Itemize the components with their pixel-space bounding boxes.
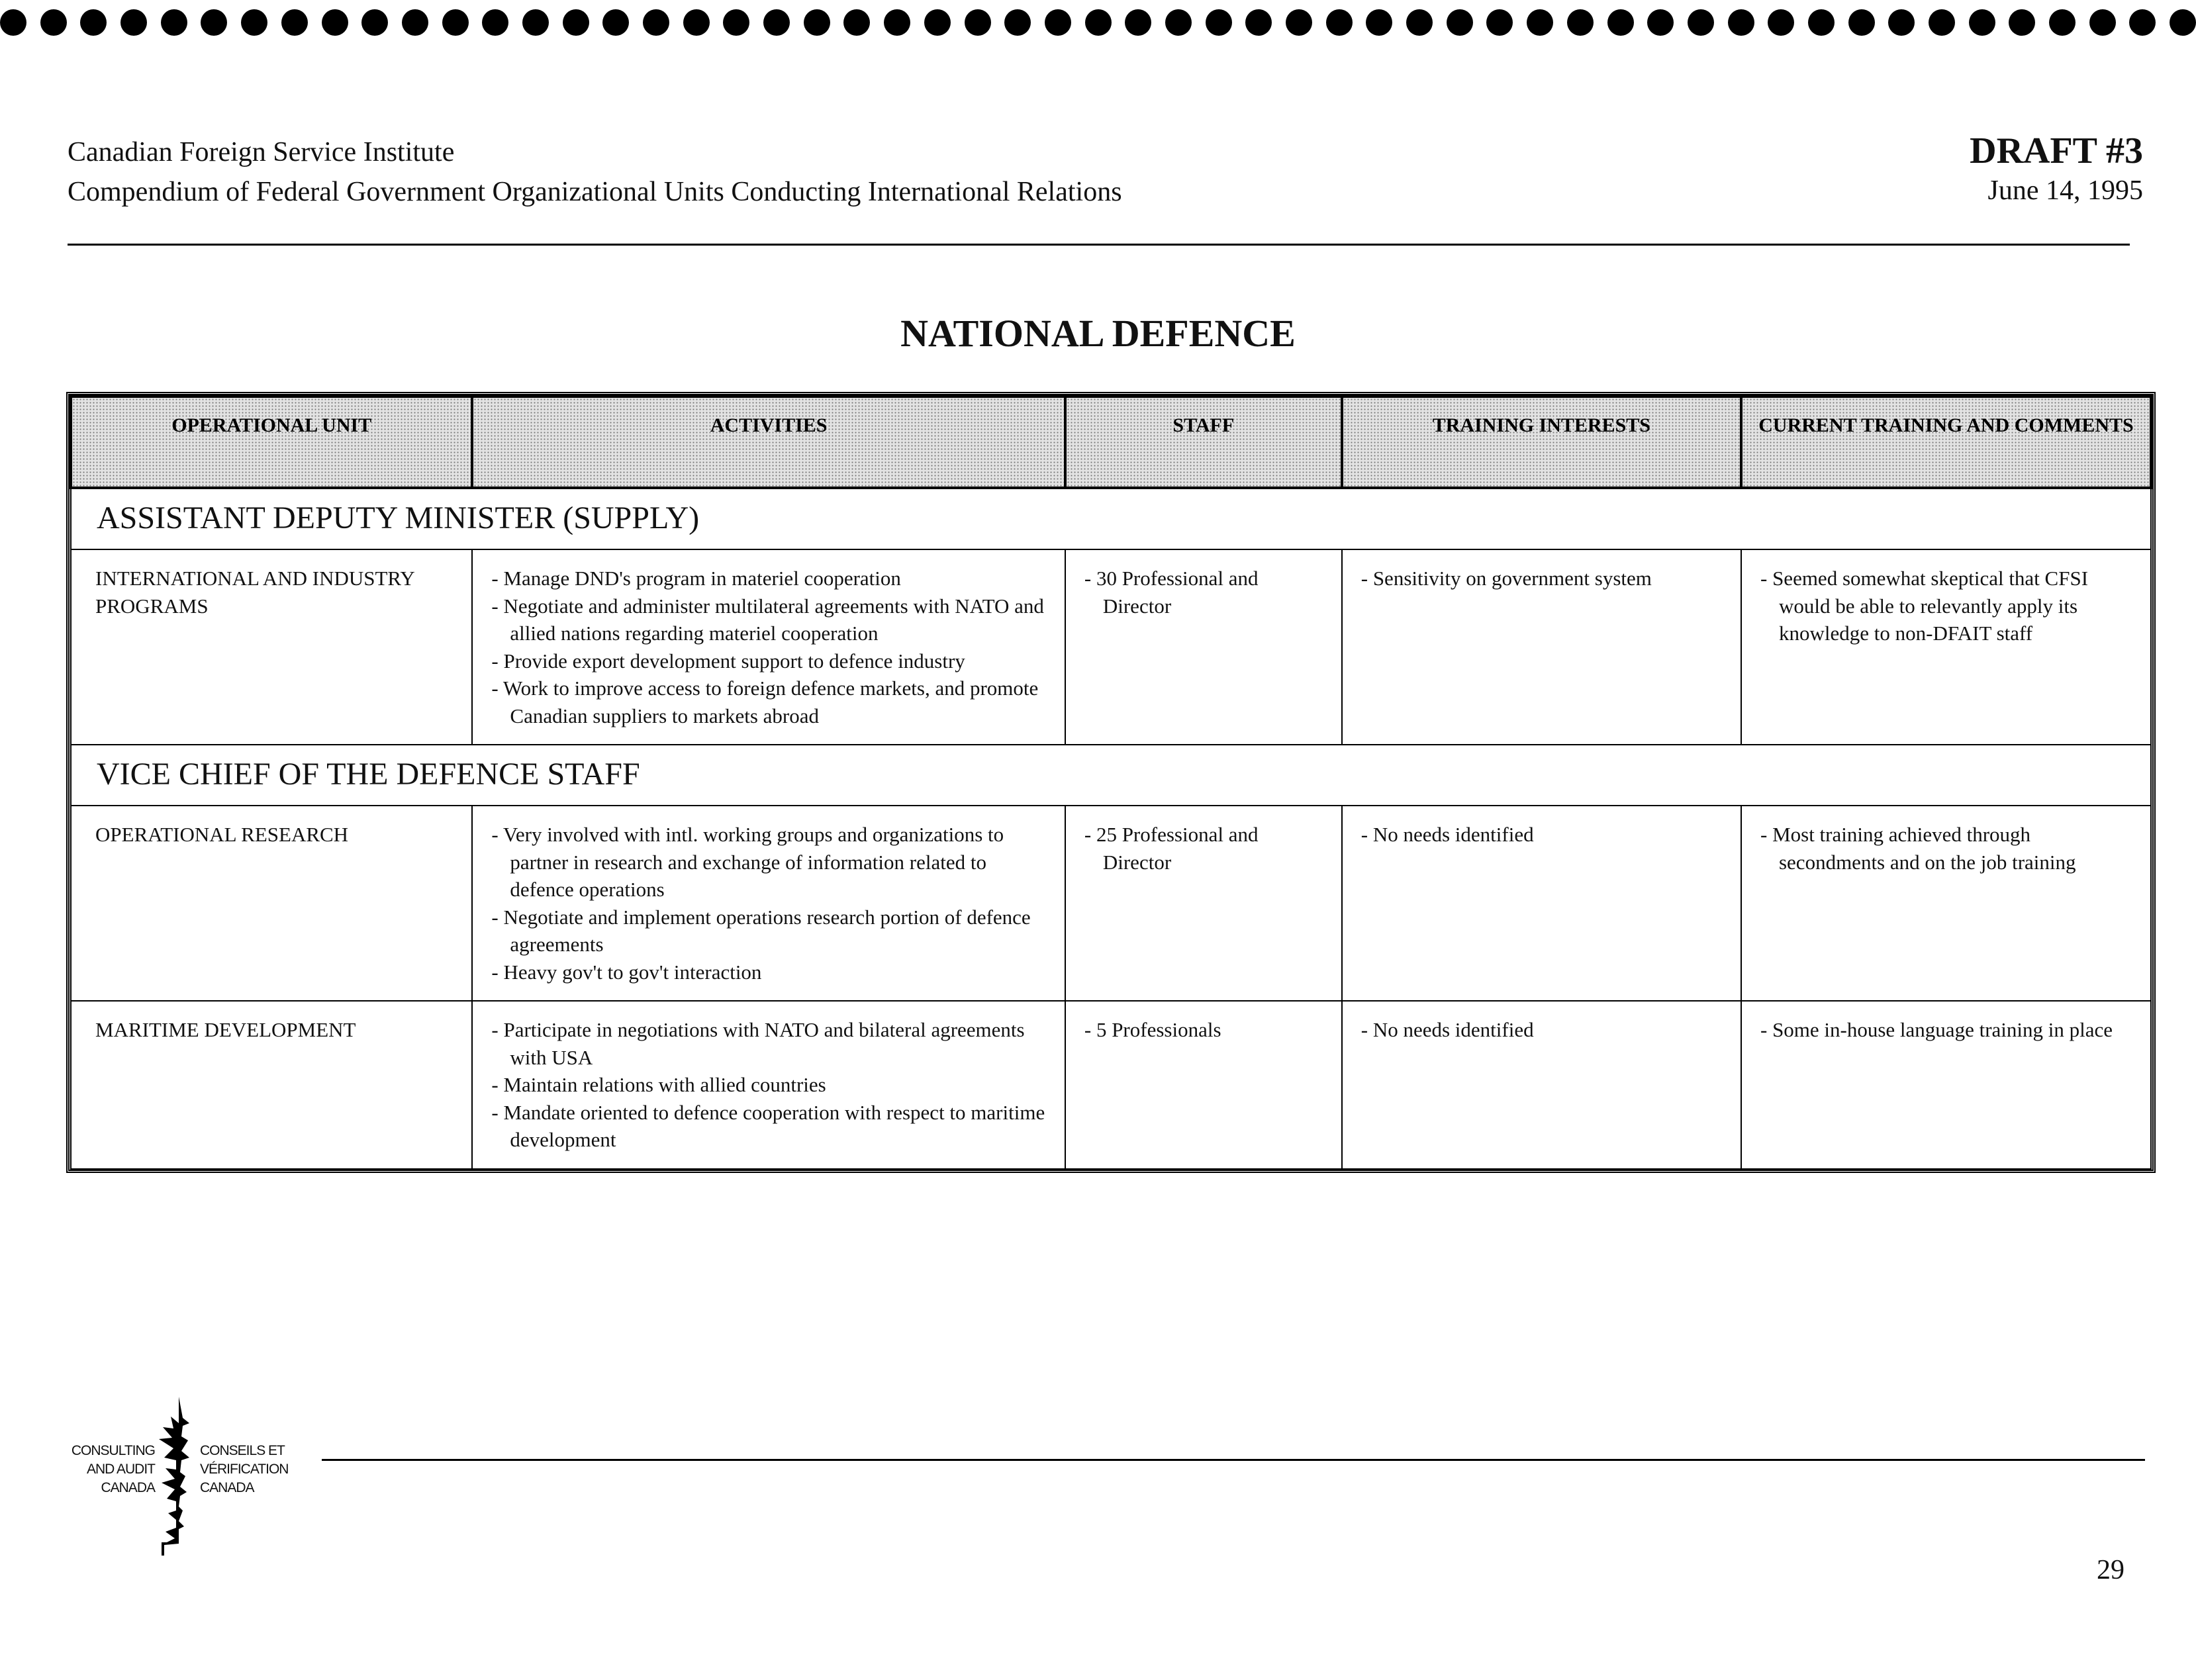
border-dot	[1366, 9, 1392, 36]
document-header	[68, 132, 1122, 212]
border-dot	[0, 9, 26, 36]
page-number: 29	[2097, 1555, 2124, 1585]
logo-line: CANADA	[200, 1480, 254, 1495]
comments-text: - Most training achieved through secondments and on the job training	[1760, 821, 2132, 876]
comments-text: - Some in-house language training in place	[1760, 1016, 2132, 1044]
logo-line: VÉRIFICATION	[200, 1462, 289, 1477]
border-dot	[40, 9, 67, 36]
border-dot	[161, 9, 187, 36]
border-dot	[2049, 9, 2076, 36]
section-heading-row	[71, 488, 2151, 549]
training-interests-text: - Sensitivity on government system	[1361, 565, 1722, 592]
draft-date: June 14, 1995	[1987, 175, 2143, 206]
staff-cell	[1065, 806, 1342, 1001]
border-dot	[843, 9, 870, 36]
border-dot	[1929, 9, 1955, 36]
staff-text: - 30 Professional and Director	[1084, 565, 1323, 620]
column-header-staff: STAFF	[1065, 397, 1342, 488]
border-dot	[602, 9, 629, 36]
border-dot	[2009, 9, 2035, 36]
border-dot	[1486, 9, 1513, 36]
comments-cell	[1741, 806, 2151, 1001]
document-subtitle: Compendium of Federal Government Organizational Units Conducting International Relations	[68, 177, 1122, 207]
border-dot	[1165, 9, 1192, 36]
border-dot	[442, 9, 469, 36]
activity-item: - Mandate oriented to defence cooperation with respect to maritime development	[491, 1099, 1045, 1154]
table-row	[71, 1001, 2151, 1169]
border-dot	[1567, 9, 1594, 36]
activity-item: - Work to improve access to foreign defence markets, and promote Canadian suppliers to markets abroad	[491, 675, 1045, 729]
border-dot	[804, 9, 830, 36]
header-rule	[68, 244, 2130, 246]
border-dot	[683, 9, 710, 36]
section-heading-row	[71, 745, 2151, 806]
border-dot	[1848, 9, 1875, 36]
activity-item: - Negotiate and implement operations research portion of defence agreements	[491, 904, 1045, 958]
activity-item: - Negotiate and administer multilateral agreements with NATO and allied nations regarding materiel cooperation	[491, 592, 1045, 647]
footer-rule	[322, 1459, 2145, 1461]
staff-cell	[1065, 549, 1342, 745]
border-dot	[322, 9, 348, 36]
column-header-training-interests: TRAINING INTERESTS	[1342, 397, 1741, 488]
consulting-audit-canada-logo	[71, 1397, 289, 1569]
border-dot	[1768, 9, 1794, 36]
border-dot	[1688, 9, 1714, 36]
dot-border	[0, 9, 2196, 46]
logo-line: AND AUDIT	[86, 1462, 155, 1477]
border-dot	[120, 9, 147, 36]
activity-item: - Provide export development support to defence industry	[491, 647, 1045, 675]
activities-cell	[472, 549, 1065, 745]
activity-item: - Participate in negotiations with NATO and bilateral agreements with USA	[491, 1016, 1045, 1071]
activity-item: - Manage DND's program in materiel cooperation	[491, 565, 1045, 592]
border-dot	[1245, 9, 1272, 36]
border-dot	[1085, 9, 1112, 36]
border-dot	[281, 9, 308, 36]
activities-cell	[472, 1001, 1065, 1169]
border-dot	[1045, 9, 1071, 36]
border-dot	[1406, 9, 1433, 36]
logo-line: CANADA	[101, 1480, 155, 1495]
comments-text: - Seemed somewhat skeptical that CFSI would be able to relevantly apply its knowledge to non-DFAIT staff	[1760, 565, 2132, 647]
border-dot	[2129, 9, 2156, 36]
draft-info	[1970, 130, 2143, 209]
unit-cell: MARITIME DEVELOPMENT	[71, 1001, 472, 1169]
border-dot	[1004, 9, 1031, 36]
column-header-unit: OPERATIONAL UNIT	[71, 397, 472, 488]
training-interests-text: - No needs identified	[1361, 1016, 1722, 1044]
border-dot	[1888, 9, 1915, 36]
section-heading: ASSISTANT DEPUTY MINISTER (SUPPLY)	[71, 488, 2151, 549]
comments-cell	[1741, 1001, 2151, 1169]
border-dot	[643, 9, 669, 36]
training-interests-cell	[1342, 1001, 1741, 1169]
border-dot	[884, 9, 910, 36]
table-header-row	[71, 397, 2151, 488]
border-dot	[723, 9, 749, 36]
border-dot	[2089, 9, 2116, 36]
border-dot	[361, 9, 388, 36]
section-heading: VICE CHIEF OF THE DEFENCE STAFF	[71, 745, 2151, 806]
border-dot	[763, 9, 790, 36]
activities-cell	[472, 806, 1065, 1001]
institute-name: Canadian Foreign Service Institute	[68, 137, 455, 167]
logo-text-english	[72, 1442, 155, 1497]
border-dot	[1125, 9, 1151, 36]
logo-line: CONSEILS ET	[200, 1443, 285, 1458]
border-dot	[522, 9, 549, 36]
unit-cell: INTERNATIONAL AND INDUSTRY PROGRAMS	[71, 549, 472, 745]
column-header-comments: CURRENT TRAINING AND COMMENTS	[1741, 397, 2151, 488]
draft-label: DRAFT #3	[1970, 130, 2143, 171]
border-dot	[965, 9, 991, 36]
staff-cell	[1065, 1001, 1342, 1169]
border-dot	[1647, 9, 1674, 36]
logo-text-french	[200, 1442, 288, 1497]
border-dot	[1326, 9, 1353, 36]
training-interests-cell	[1342, 549, 1741, 745]
border-dot	[402, 9, 428, 36]
activity-item: - Maintain relations with allied countries	[491, 1071, 1045, 1099]
border-dot	[924, 9, 951, 36]
border-dot	[563, 9, 589, 36]
border-dot	[1527, 9, 1553, 36]
border-dot	[241, 9, 267, 36]
activity-item: - Heavy gov't to gov't interaction	[491, 958, 1045, 986]
border-dot	[482, 9, 508, 36]
border-dot	[1808, 9, 1835, 36]
border-dot	[80, 9, 107, 36]
border-dot	[1607, 9, 1634, 36]
border-dot	[1206, 9, 1232, 36]
border-dot	[1447, 9, 1473, 36]
staff-text: - 25 Professional and Director	[1084, 821, 1323, 876]
unit-cell: OPERATIONAL RESEARCH	[71, 806, 472, 1001]
table-row	[71, 549, 2151, 745]
comments-cell	[1741, 549, 2151, 745]
border-dot	[1286, 9, 1312, 36]
activity-item: - Very involved with intl. working groups and organizations to partner in research and exchange of information related to defence operations	[491, 821, 1045, 904]
border-dot	[2170, 9, 2196, 36]
border-dot	[201, 9, 227, 36]
border-dot	[1728, 9, 1754, 36]
page-title: NATIONAL DEFENCE	[900, 312, 1296, 355]
units-table	[66, 392, 2156, 1173]
border-dot	[1969, 9, 1995, 36]
column-header-activities: ACTIVITIES	[472, 397, 1065, 488]
staff-text: - 5 Professionals	[1084, 1016, 1323, 1044]
training-interests-text: - No needs identified	[1361, 821, 1722, 849]
maple-leaf-icon	[156, 1397, 196, 1556]
table-row	[71, 806, 2151, 1001]
training-interests-cell	[1342, 806, 1741, 1001]
logo-line: CONSULTING	[71, 1443, 155, 1458]
